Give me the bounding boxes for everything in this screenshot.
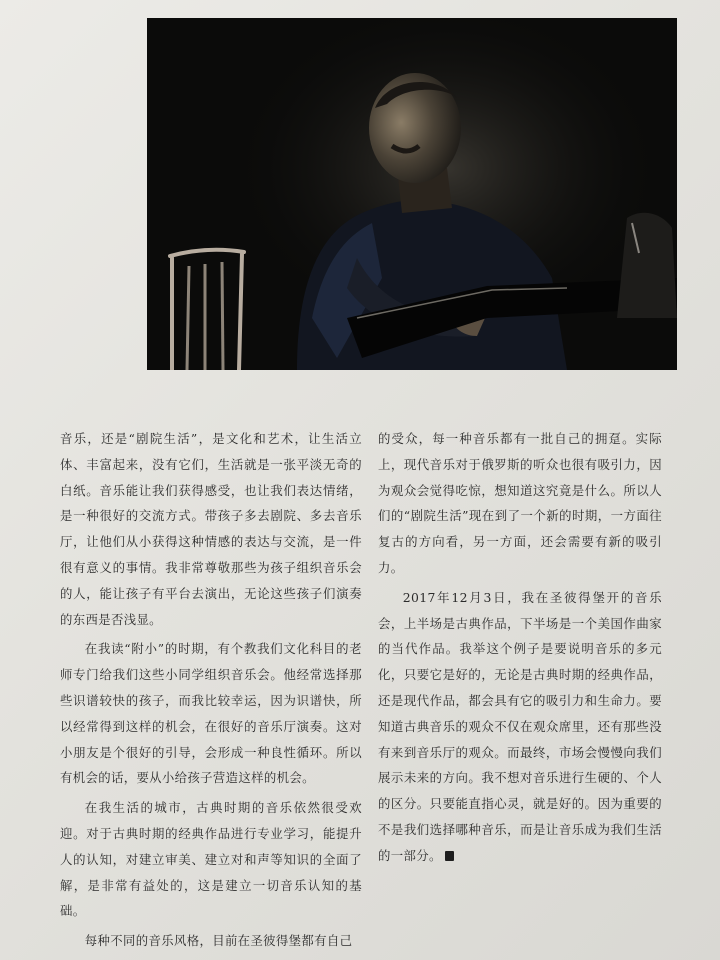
paragraph: 的受众，每一种音乐都有一批自己的拥趸。实际上，现代音乐对于俄罗斯的听众也很有吸引力，因为观众会觉得吃惊，想知道这究竟是什么。所以人们的“剧院生活”现在到了一个新的时期，一方面往复古的方向看，另一方面，还会需要有新的吸引力。: [378, 431, 662, 575]
paragraph: 在我读“附小”的时期，有个教我们文化科目的老师专门给我们这些小同学组织音乐会。他经常选择那些识谱较快的孩子，而我比较幸运，因为识谱快，所以经常得到这样的机会，在很好的音乐厅演奏。这对小朋友是个很好的引导，会形成一种良性循环。所以有机会的话，要从小给孩子营造这样的机会。: [60, 641, 362, 786]
paragraph: 在我生活的城市，古典时期的音乐依然很受欢迎。对于古典时期的经典作品进行专业学习，能提升人的认知，对建立审美、建立对和声等知识的全面了解，是非常有益处的，这是建立一切音乐认知的基础。: [60, 800, 362, 919]
article-right-column: [378, 426, 662, 873]
last-paragraph: [378, 585, 662, 869]
paragraph: 每种不同的音乐风格，目前在圣彼得堡都有自己: [84, 933, 353, 949]
performer-photo: [147, 18, 677, 370]
paragraph-text: 2017年12月3日，我在圣彼得堡开的音乐会，上半场是古典作品，下半场是一个美国作曲家的当代作品。我举这个例子是要说明音乐的多元化，只要它是好的，无论是古典时期的经典作品，还是现代作品，都会具有它的吸引力和生命力。要知道古典音乐的观众不仅在观众席里，还有那些没有来到音乐厅的观众。而最终，市场会慢慢向我们展示未来的方向。我不想对音乐进行生硬的、个人的区分。只要能直指心灵，就是好的。因为重要的不是我们选择哪种音乐，而是让音乐成为我们生活的一部分。: [378, 589, 662, 863]
article-left-column: [60, 426, 362, 958]
paragraph: 音乐，还是“剧院生活”，是文化和艺术，让生活立体、丰富起来，没有它们，生活就是一张平淡无奇的白纸。音乐能让我们获得感受，也让我们表达情绪，是一种很好的交流方式。带孩子多去剧院、多去音乐厅，让他们从小获得这种情感的表达与交流，是一件很有意义的事情。我非常尊敬那些为孩子组织音乐会的人，能让孩子有平台去演出，无论这些孩子们演奏的东西是否浅显。: [60, 431, 362, 627]
performer-photo-illustration: [147, 18, 677, 370]
end-of-article-icon: [445, 851, 454, 861]
